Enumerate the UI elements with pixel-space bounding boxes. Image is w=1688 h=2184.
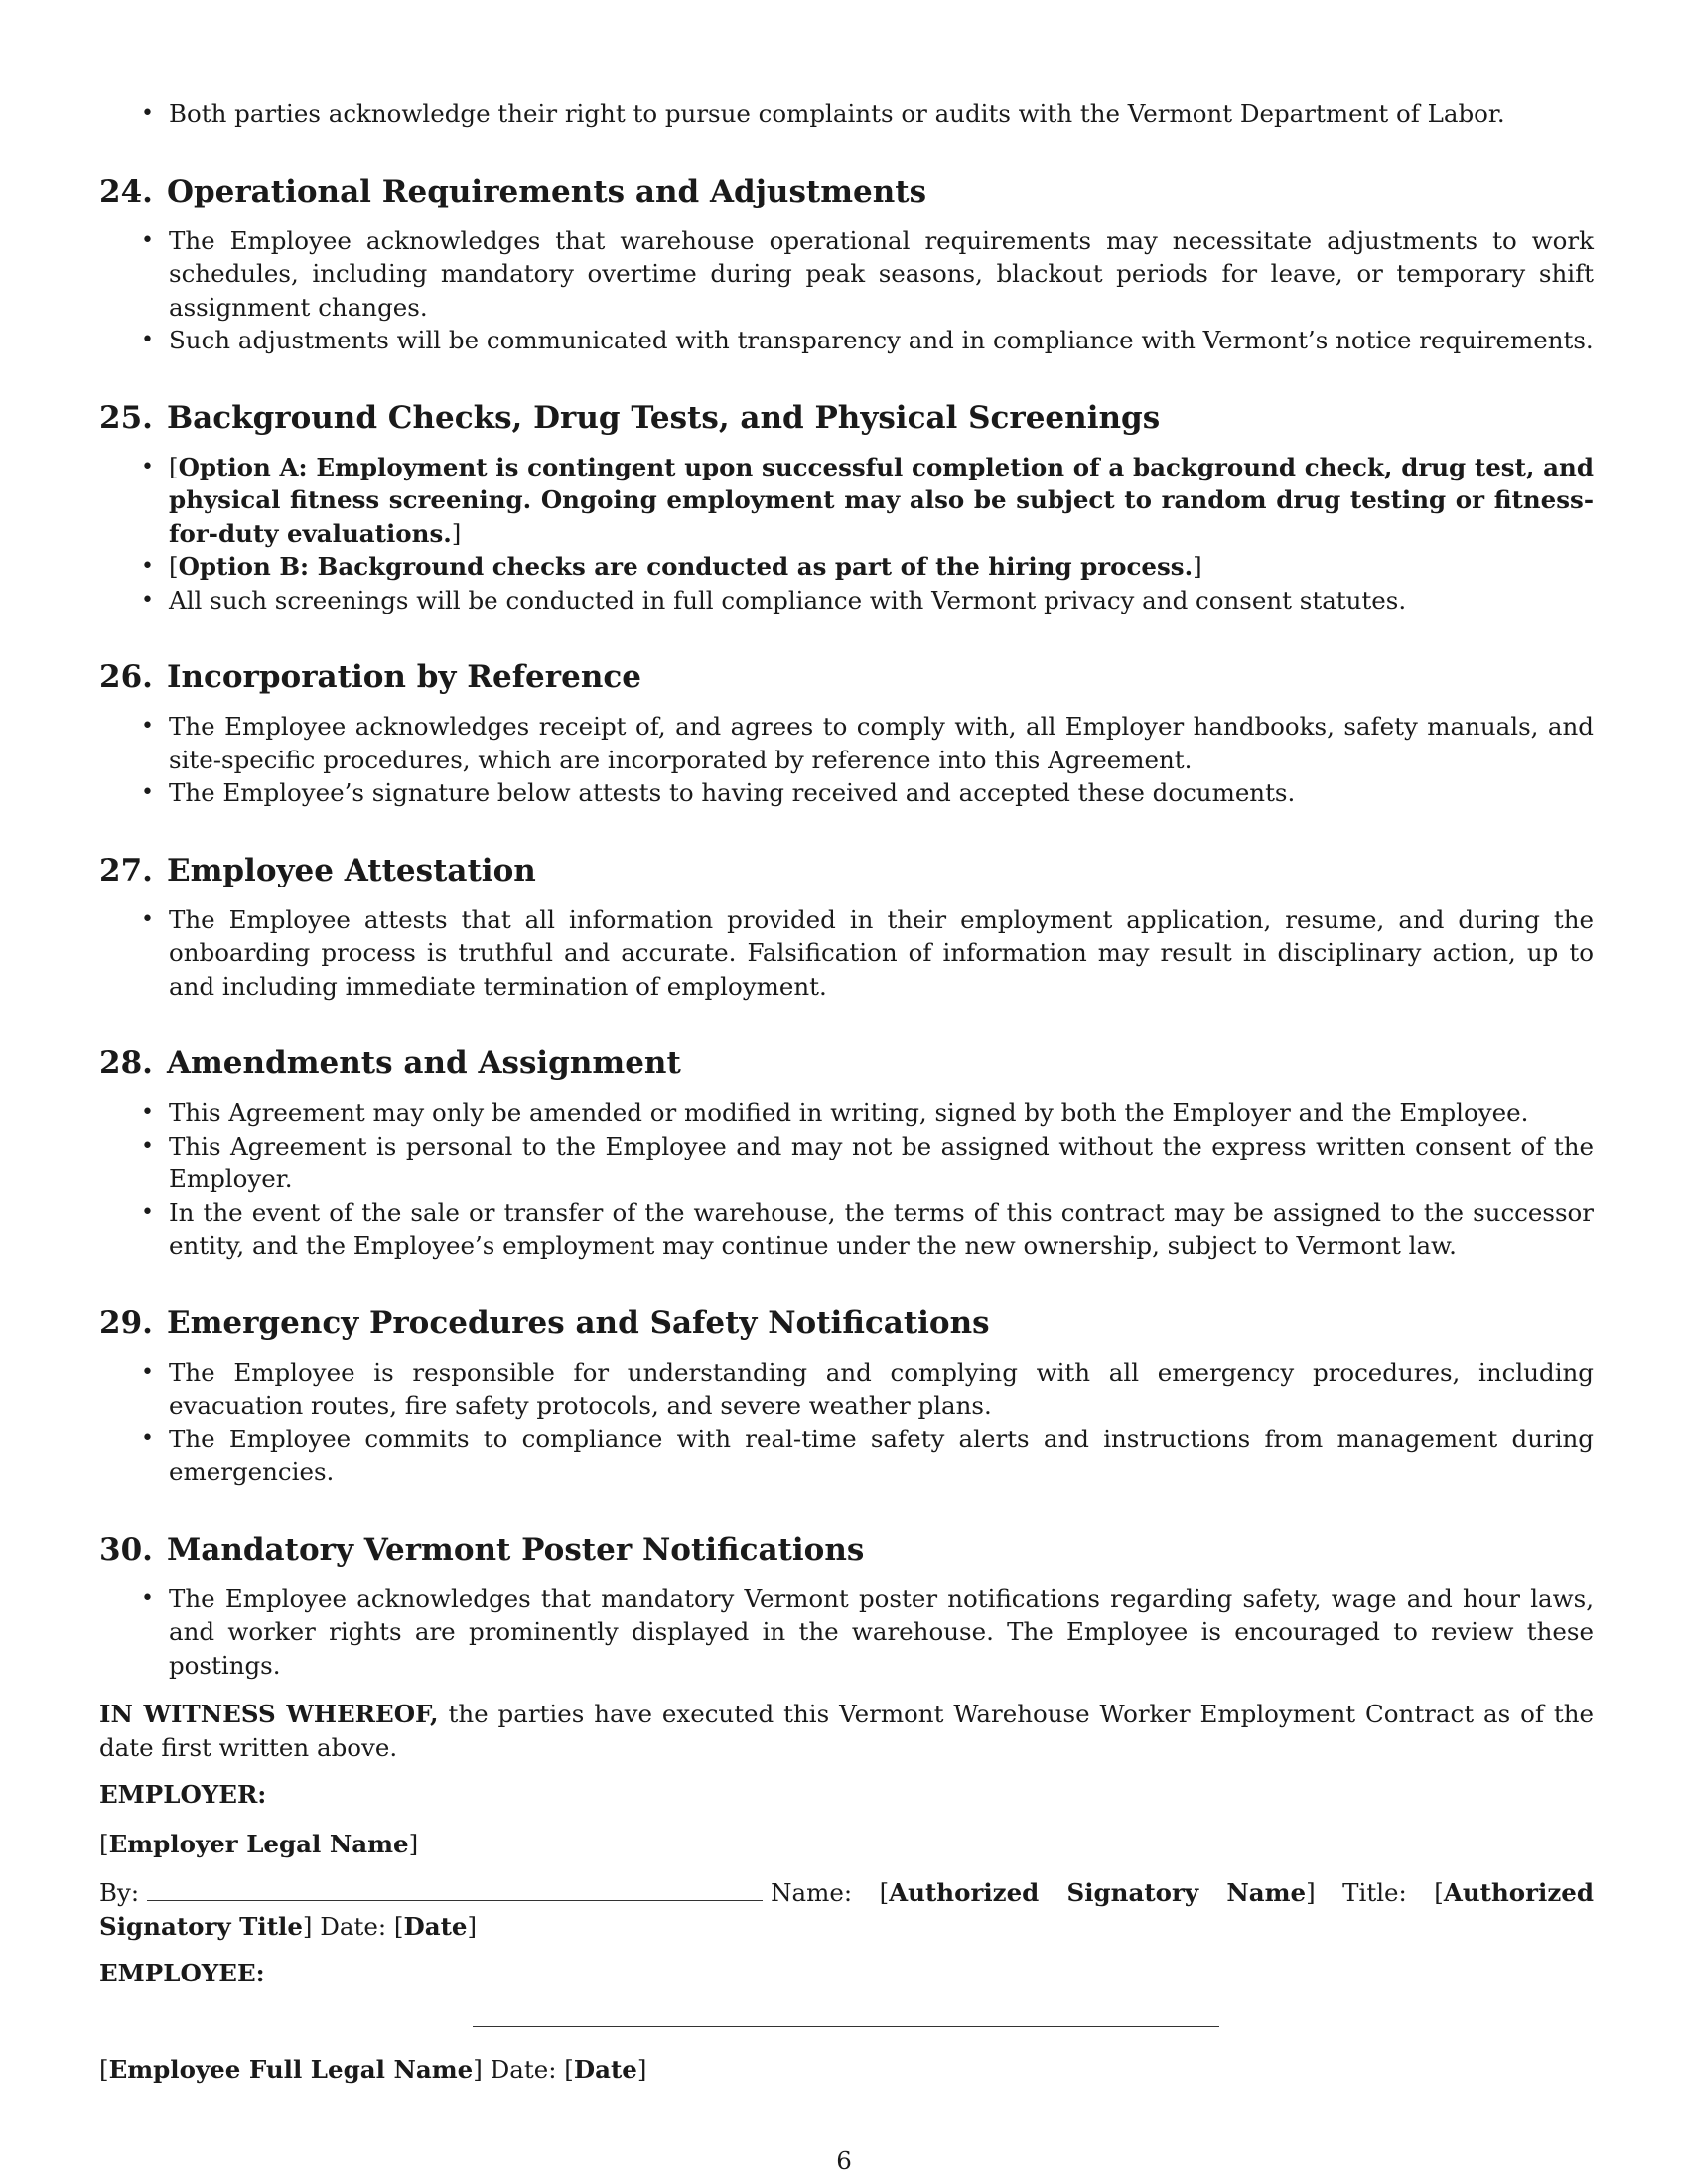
section-29-list [99, 1356, 1594, 1489]
list-item: • This Agreement is personal to the Employee and may not be assigned without the express written consent of the Employer. [99, 1130, 1594, 1196]
section-heading-24: 24. Operational Requirements and Adjustments [99, 173, 927, 209]
list-item: • The Employee commits to compliance with real-time safety alerts and instructions from management during emergencies. [99, 1423, 1594, 1489]
section-heading-27: 27. Employee Attestation [99, 852, 536, 888]
contract-page [99, 97, 1594, 2086]
option-a-text: Option A: Employment is contingent upon successful completion of a background check, drug test, and physical fitness screening. Ongoing employment may also be subject to random drug testing or fitness-for-duty evaluations. [169, 452, 1594, 548]
signatory-title: Authorized Signatory Title [99, 1878, 1594, 1941]
section-heading-28: 28. Amendments and Assignment [99, 1045, 681, 1081]
witness-text: the parties have executed this Vermont Warehouse Worker Employment Contract as of the date first written above. [99, 1700, 1595, 1762]
option-b-text: Option B: Background checks are conducted as part of the hiring process. [178, 552, 1194, 581]
intro-bullet-list [99, 97, 1594, 131]
date-label: Date: [320, 1911, 387, 1941]
section-26-list [99, 710, 1594, 810]
employee-signature-line[interactable] [473, 2026, 1219, 2027]
employer-signature-block: By: Name: [Authorized Signatory Name] Title: [Authorized Signatory Title] Date: [Date] [99, 1878, 1594, 1941]
employer-date: Date [403, 1911, 468, 1941]
list-item: • This Agreement may only be amended or modified in writing, signed by both the Employer and the Employee. [99, 1096, 1594, 1130]
list-item: • All such screenings will be conducted in full compliance with Vermont privacy and consent statutes. [99, 584, 1594, 617]
section-25-list [99, 451, 1594, 617]
signatory-name: Authorized Signatory Name [889, 1878, 1307, 1907]
employer-heading: EMPLOYER: [99, 1780, 267, 1809]
section-heading-25: 25. Background Checks, Drug Tests, and Physical Screenings [99, 399, 1161, 436]
list-item: • In the event of the sale or transfer of the warehouse, the terms of this contract may be assigned to the successor entity, and the Employee’s employment may continue under the new ownership, subject to Vermont law. [99, 1196, 1594, 1263]
section-heading-29: 29. Emergency Procedures and Safety Notifications [99, 1304, 990, 1341]
list-item: • The Employee acknowledges that mandatory Vermont poster notifications regarding safety, wage and hour laws, and worker rights are prominently displayed in the warehouse. The Employee is encouraged to review these postings. [99, 1582, 1594, 1683]
list-item: • The Employee acknowledges receipt of, and agrees to comply with, all Employer handbooks, safety manuals, and site-specific procedures, which are incorporated by reference into this Agreement. [99, 710, 1594, 776]
list-item: • The Employee attests that all information provided in their employment application, resume, and during the onboarding process is truthful and accurate. Falsification of information may result in disciplinary action, up to and including immediate termination of employment. [99, 903, 1594, 1004]
witness-lead: IN WITNESS WHEREOF, [99, 1700, 439, 1728]
section-27-list [99, 903, 1594, 1004]
list-item: • [Option A: Employment is contingent upon successful completion of a background check, drug test, and physical fitness screening. Ongoing employment may also be subject to random drug testing or fitness-for-duty evaluations.] [99, 451, 1594, 551]
list-item: • Both parties acknowledge their right to pursue complaints or audits with the Vermont Department of Labor. [99, 97, 1594, 131]
list-item: • Such adjustments will be communicated with transparency and in compliance with Vermont’s notice requirements. [99, 324, 1594, 357]
witness-paragraph [99, 1698, 1594, 1764]
section-30-list [99, 1582, 1594, 1683]
title-label: Title: [1342, 1878, 1407, 1907]
list-item: • The Employee acknowledges that warehouse operational requirements may necessitate adjustments to work schedules, including mandatory overtime during peak seasons, blackout periods for leave, or temporary shift assignment changes. [99, 224, 1594, 325]
section-heading-26: 26. Incorporation by Reference [99, 659, 641, 695]
list-item: • The Employee is responsible for understanding and complying with all emergency procedures, including evacuation routes, fire safety protocols, and severe weather plans. [99, 1356, 1594, 1423]
name-label: Name: [771, 1878, 853, 1907]
list-item: • [Option B: Background checks are conducted as part of the hiring process.] [99, 550, 1594, 584]
list-item: • The Employee’s signature below attests to having received and accepted these documents. [99, 776, 1594, 810]
page-number: 6 [836, 2146, 852, 2175]
employee-full-name: Employee Full Legal Name [108, 2054, 474, 2084]
section-24-list [99, 224, 1594, 357]
employer-legal-name: [Employer Legal Name] [99, 1829, 419, 1858]
employee-date: Date [573, 2054, 637, 2084]
employer-signature-line[interactable] [147, 1878, 763, 1901]
employee-heading: EMPLOYEE: [99, 1959, 265, 1987]
employee-name-block: [Employee Full Legal Name] Date: [Date] [99, 2054, 647, 2084]
section-heading-30: 30. Mandatory Vermont Poster Notifications [99, 1531, 865, 1568]
section-28-list [99, 1096, 1594, 1263]
employee-date-label: Date: [490, 2054, 557, 2084]
by-label: By: [99, 1878, 140, 1907]
